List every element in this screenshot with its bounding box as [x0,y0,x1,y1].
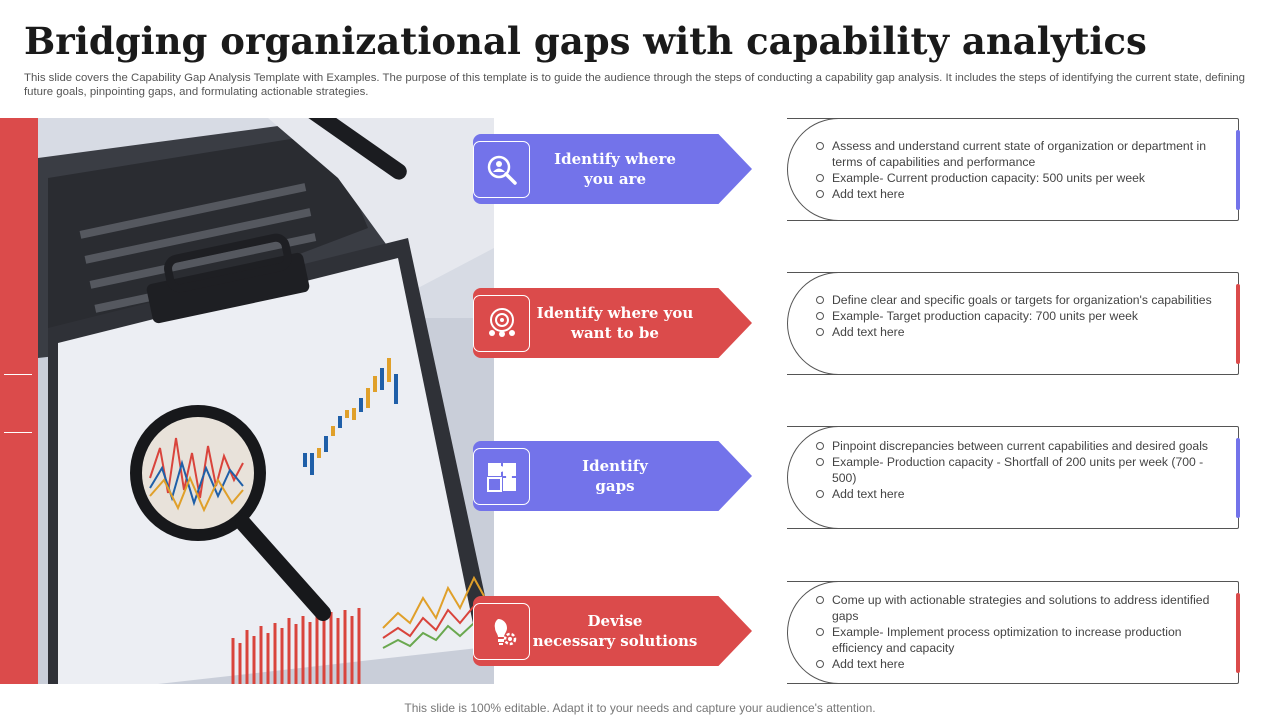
bullet-item: Define clear and specific goals or targets for organization's capabilities [814,292,1214,308]
bullet-item: Come up with actionable strategies and solutions to address identified gaps [814,592,1214,624]
accent-strip [0,118,38,684]
step-3-label: Identify gaps [582,457,648,495]
card-accent [1236,284,1240,364]
slide-footer: This slide is 100% editable. Adapt it to your needs and capture your audience's attention. [404,701,876,715]
bullet-item: Example- Production capacity - Shortfall of 200 units per week (700 - 500) [814,454,1214,486]
bullet-item: Add text here [814,656,1214,672]
step-3-bullets [814,438,1214,502]
bullet-item: Add text here [814,186,1214,202]
step-1-label: Identify where you are [554,150,676,188]
card-accent [1236,593,1240,673]
analytics-photo [38,118,494,684]
card-accent [1236,438,1240,518]
bullet-item: Pinpoint discrepancies between current capabilities and desired goals [814,438,1214,454]
step-2-bullets [814,292,1214,340]
target-group-icon [473,295,530,352]
slide-subtitle: This slide covers the Capability Gap Analysis Template with Examples. The purpose of this template is to guide the audience through the steps of conducting a capability gap analysis. It includes the steps of identifying the current state, defining future goals, pinpointing gaps, and formulating actionable strategies. [24,72,1245,98]
step-4-bullets [814,592,1214,672]
magnifier-person-icon [473,141,530,198]
bullet-item: Example- Current production capacity: 500 units per week [814,170,1214,186]
bullet-item: Add text here [814,486,1214,502]
bullet-item: Assess and understand current state of organization or department in terms of capabilities and performance [814,138,1214,170]
bullet-item: Add text here [814,324,1214,340]
strip-divider [4,374,32,375]
bullet-item: Example- Target production capacity: 700 units per week [814,308,1214,324]
step-2-label: Identify where you want to be [536,304,694,342]
puzzle-icon [473,448,530,505]
lightbulb-gear-icon [473,603,530,660]
step-4-label: Devise necessary solutions [532,612,698,650]
bullet-item: Example- Implement process optimization to increase production efficiency and capacity [814,624,1214,656]
slide-title: Bridging organizational gaps with capability analytics [24,19,1147,63]
strip-divider [4,432,32,433]
card-accent [1236,130,1240,210]
step-1-bullets [814,138,1214,202]
